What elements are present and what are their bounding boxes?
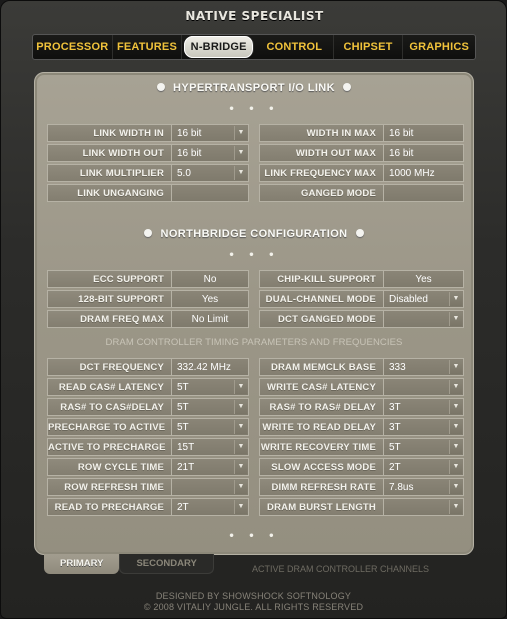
dual-channel-mode-select[interactable] [384,290,464,308]
field-row-dct-frequency [47,358,249,376]
chevron-down-icon[interactable]: ▼ [449,500,462,514]
section-header-hypertransport: HYPERTRANSPORT I/O LINK [35,82,473,94]
field-value-text: 3T [389,422,401,433]
field-value-text: Disabled [389,294,428,305]
field-value-text: Yes [415,274,432,285]
read-to-precharge-select[interactable] [172,498,249,516]
field-label: LINK UNGANGING [47,184,172,202]
field-value-text: 1000 MHz [389,168,435,179]
field-value-text: 333 [389,362,406,373]
row-refresh-time-select[interactable] [172,478,249,496]
field-row-row-refresh-time [47,478,249,496]
field-value-text: 5T [177,422,189,433]
bullet-dot-icon [343,83,351,91]
field-row-ganged-mode [259,184,464,202]
tab-secondary[interactable]: SECONDARY [119,554,213,574]
field-label: RAS# TO CAS#DELAY [47,398,172,416]
field-row-write-recovery-time [259,438,464,456]
field-row-read-cas-latency [47,378,249,396]
link-multiplier-select[interactable] [172,164,249,182]
bullet-dot-icon [157,83,165,91]
field-row-row-cycle-time [47,458,249,476]
slow-access-mode-select[interactable] [384,458,464,476]
write-cas-latency-select[interactable] [384,378,464,396]
chevron-down-icon[interactable]: ▼ [234,146,247,160]
field-row-width-in-max [259,124,464,142]
field-label: READ CAS# LATENCY [47,378,172,396]
field-label: 128-BIT SUPPORT [47,290,172,308]
ras-to-cas-delay-select[interactable] [172,398,249,416]
link-width-out-select[interactable] [172,144,249,162]
field-label: ACTIVE TO PRECHARGE [47,438,172,456]
field-row-dram-memclk-base [259,358,464,376]
field-value-text: 2T [389,462,401,473]
active-channels-label: ACTIVE DRAM CONTROLLER CHANNELS [252,564,430,574]
chevron-down-icon[interactable]: ▼ [234,420,247,434]
dram-timing-caption: DRAM CONTROLLER TIMING PARAMETERS AND FREQUENCIES [105,337,403,348]
chevron-down-icon[interactable]: ▼ [234,126,247,140]
field-label: PRECHARGE TO ACTIVE [47,418,172,436]
field-label: WIDTH OUT MAX [259,144,384,162]
field-label: ROW CYCLE TIME [47,458,172,476]
field-value-text: 5.0 [177,168,191,179]
tab-graphics[interactable]: GRAPHICS [409,41,470,53]
content-panel [34,72,474,555]
tab-features[interactable]: FEATURES [113,35,183,59]
dram-freq-max-value [172,310,249,328]
footer-credits: DESIGNED BY SHOWSHOCK SOFTNOLOGY [155,591,352,601]
chevron-down-icon[interactable]: ▼ [234,460,247,474]
write-to-read-delay-select[interactable] [384,418,464,436]
field-row-ras-to-ras-delay [259,398,464,416]
field-label: LINK WIDTH OUT [47,144,172,162]
chevron-down-icon[interactable]: ▼ [449,400,462,414]
field-row-dual-channel-mode [259,290,464,308]
field-label: DIMM REFRESH RATE [259,478,384,496]
field-row-dram-freq-max [47,310,249,328]
field-row-write-to-read-delay [259,418,464,436]
field-label: ROW REFRESH TIME [47,478,172,496]
field-value-text: 2T [177,502,189,513]
field-row-dimm-refresh-rate [259,478,464,496]
field-value-text: 7.8us [389,482,414,493]
chip-kill-support-value [384,270,464,288]
dimm-refresh-rate-select[interactable] [384,478,464,496]
chevron-down-icon[interactable]: ▼ [449,460,462,474]
field-row-ecc-support [47,270,249,288]
field-label: WIDTH IN MAX [259,124,384,142]
field-label: DRAM FREQ MAX [47,310,172,328]
field-label: RAS# TO RAS# DELAY [259,398,384,416]
field-row-slow-access-mode [259,458,464,476]
dram-burst-length-select[interactable] [384,498,464,516]
section-divider: • • • [228,531,280,542]
field-label: SLOW ACCESS MODE [259,458,384,476]
chevron-down-icon[interactable]: ▼ [234,500,247,514]
chevron-down-icon[interactable]: ▼ [449,292,462,306]
tab-control[interactable]: CONTROL [256,35,334,59]
link-unganging-value [172,184,249,202]
field-label: WRITE TO READ DELAY [259,418,384,436]
field-value-text: No Limit [191,314,229,325]
field-value-text: 5T [389,442,401,453]
field-row-dram-burst-length [259,498,464,516]
field-value-text: 5T [177,382,189,393]
width-out-max-value [384,144,464,162]
field-label: READ TO PRECHARGE [47,498,172,516]
field-label: WRITE CAS# LATENCY [259,378,384,396]
write-recovery-time-select[interactable] [384,438,464,456]
field-label: DRAM BURST LENGTH [259,498,384,516]
chevron-down-icon[interactable]: ▼ [234,166,247,180]
field-row-128-bit-support [47,290,249,308]
dct-ganged-mode-select[interactable] [384,310,464,328]
dct-frequency-value [172,358,249,376]
field-row-link-width-in [47,124,249,142]
chevron-down-icon[interactable]: ▼ [449,440,462,454]
chevron-down-icon[interactable]: ▼ [234,480,247,494]
field-value-text: 16 bit [177,128,202,139]
ecc-support-value [172,270,249,288]
chevron-down-icon[interactable]: ▼ [449,360,462,374]
bullet-dot-icon [144,229,152,237]
row-cycle-time-select[interactable] [172,458,249,476]
field-value-text: No [203,274,217,285]
field-value-text: 16 bit [389,148,414,159]
dram-controller-tabs [44,554,214,576]
tab-chipset[interactable]: CHIPSET [334,35,404,59]
field-row-width-out-max [259,144,464,162]
field-label: GANGED MODE [259,184,384,202]
read-cas-latency-select[interactable] [172,378,249,396]
field-row-link-multiplier [47,164,249,182]
field-label: LINK MULTIPLIER [47,164,172,182]
field-row-write-cas-latency [259,378,464,396]
chevron-down-icon[interactable]: ▼ [449,312,462,326]
field-row-precharge-to-active [47,418,249,436]
field-value-text: 16 bit [389,128,414,139]
chevron-down-icon[interactable]: ▼ [234,440,247,454]
field-label: WRITE RECOVERY TIME [259,438,384,456]
tab-processor[interactable]: PROCESSOR [33,35,113,59]
section-header-northbridge: NORTHBRIDGE CONFIGURATION [35,228,473,240]
128-bit-support-value [172,290,249,308]
field-row-active-to-precharge [47,438,249,456]
field-label: DCT GANGED MODE [259,310,384,328]
chevron-down-icon[interactable]: ▼ [234,380,247,394]
section-divider: • • • [228,250,280,261]
field-label: DCT FREQUENCY [47,358,172,376]
field-value-text: 3T [389,402,401,413]
link-frequency-max-value [384,164,464,182]
field-label: LINK FREQUENCY MAX [259,164,384,182]
field-row-dct-ganged-mode [259,310,464,328]
field-row-link-width-out [47,144,249,162]
field-label: DUAL-CHANNEL MODE [259,290,384,308]
bullet-dot-icon [356,229,364,237]
ganged-mode-value [384,184,464,202]
field-value-text: 15T [177,442,195,453]
precharge-to-active-select[interactable] [172,418,249,436]
field-row-link-frequency-max [259,164,464,182]
field-label: ECC SUPPORT [47,270,172,288]
field-label: LINK WIDTH IN [47,124,172,142]
chevron-down-icon[interactable]: ▼ [449,420,462,434]
ras-to-ras-delay-select[interactable] [384,398,464,416]
field-value-text: 332.42 MHz [177,362,231,373]
chevron-down-icon[interactable]: ▼ [449,480,462,494]
width-in-max-value [384,124,464,142]
link-width-in-select[interactable] [172,124,249,142]
field-value-text: 21T [177,462,195,473]
field-row-chip-kill-support [259,270,464,288]
field-label: DRAM MEMCLK BASE [259,358,384,376]
field-row-link-unganging [47,184,249,202]
field-value-text: 5T [177,402,189,413]
tab-n-bridge[interactable]: N-BRIDGE [184,36,254,58]
title-bar[interactable] [1,1,507,31]
active-to-precharge-select[interactable] [172,438,249,456]
chevron-down-icon[interactable]: ▼ [449,380,462,394]
field-value-text: Yes [201,294,219,305]
app-title: NATIVE SPECIALIST [185,9,324,23]
field-label: CHIP-KILL SUPPORT [259,270,384,288]
field-row-read-to-precharge [47,498,249,516]
field-row-ras-to-cas-delay [47,398,249,416]
footer-copyright: © 2008 VITALIY JUNGLE. ALL RIGHTS RESERVED [143,602,364,612]
chevron-down-icon[interactable]: ▼ [234,400,247,414]
field-value-text: 16 bit [177,148,202,159]
dram-memclk-base-select[interactable] [384,358,464,376]
section-divider: • • • [228,104,280,115]
tab-primary[interactable]: PRIMARY [44,554,119,574]
main-nav [32,34,476,60]
